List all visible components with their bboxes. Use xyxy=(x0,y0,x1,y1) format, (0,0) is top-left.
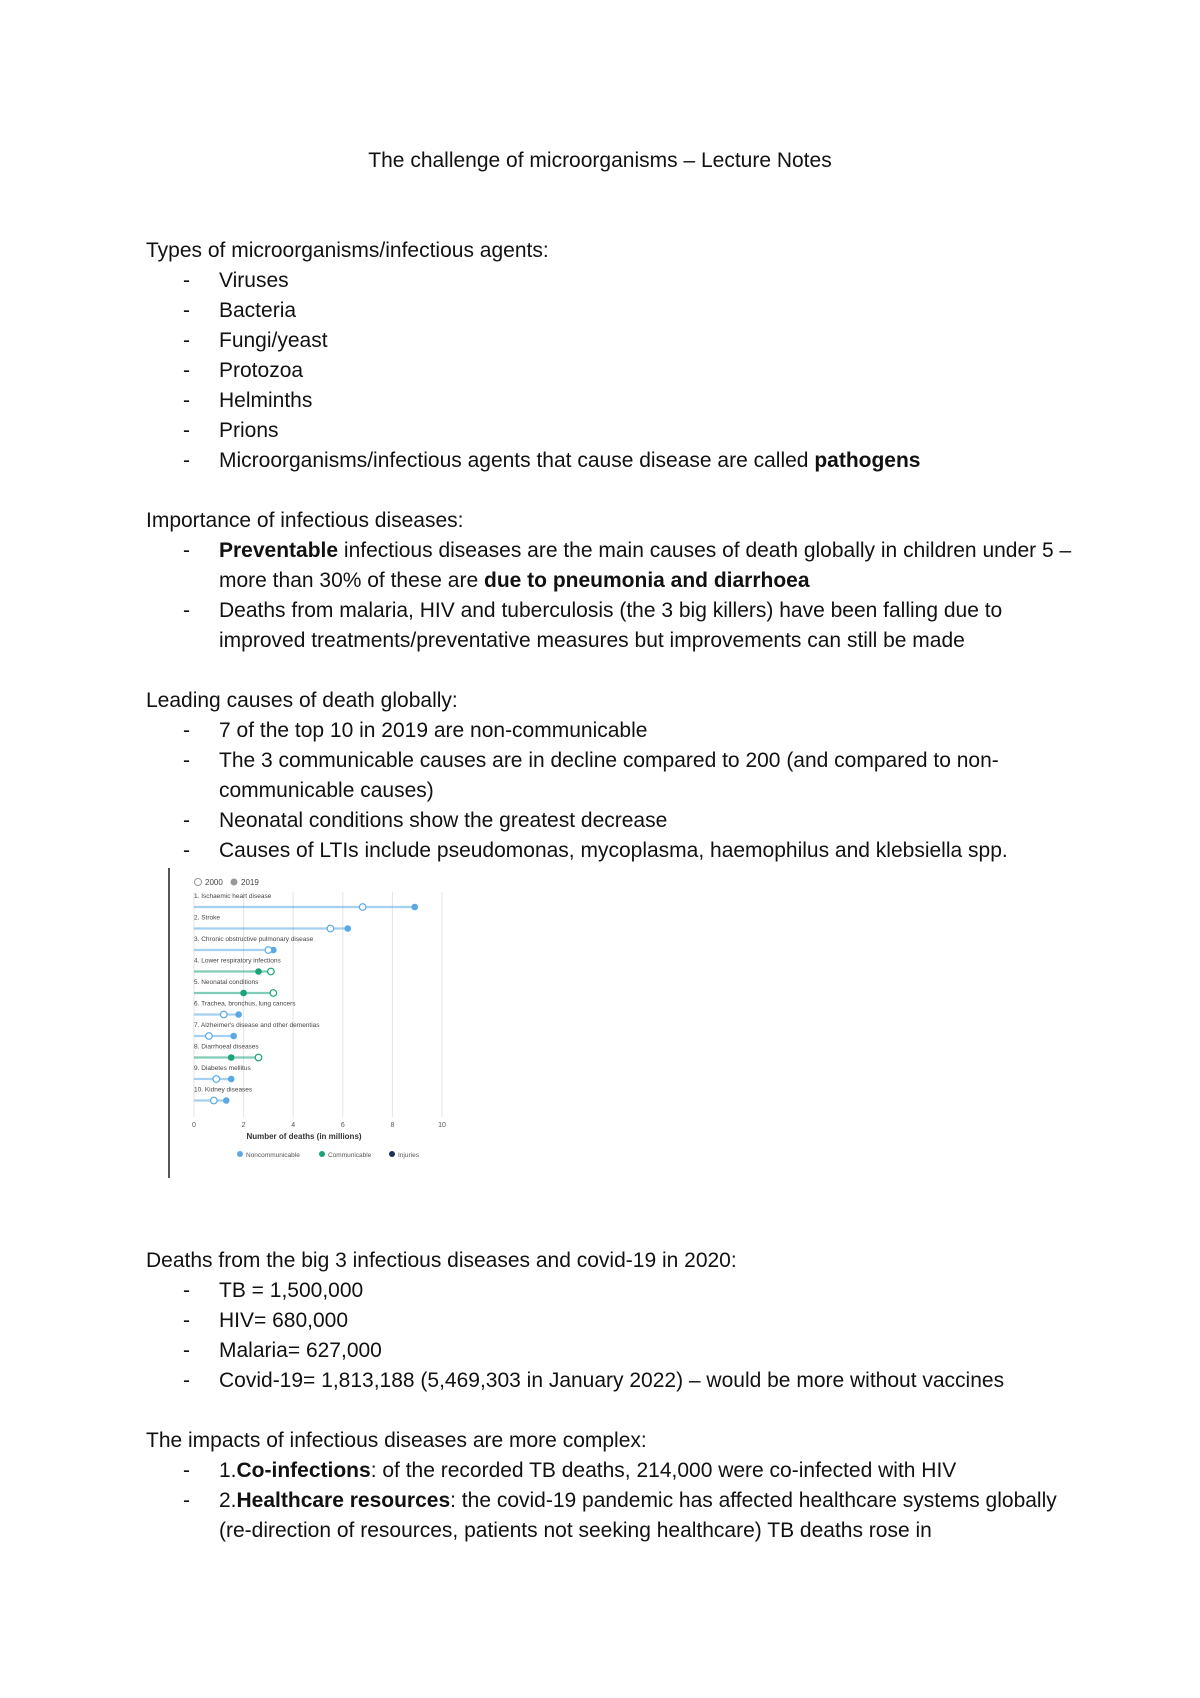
point-2000 xyxy=(255,1054,262,1061)
point-2019 xyxy=(344,925,351,932)
x-tick-label: 4 xyxy=(291,1122,296,1129)
impacts-section xyxy=(146,1426,1076,1546)
cause-label: 9. Diabetes mellitus xyxy=(194,1065,251,1072)
list-item: - HIV= 680,000 xyxy=(146,1306,1076,1336)
point-2000 xyxy=(270,990,277,997)
leading-list xyxy=(146,716,1076,866)
x-axis-label: Number of deaths (in millions) xyxy=(246,1132,362,1141)
cause-label: 7. Alzheimer's disease and other dementias xyxy=(194,1022,320,1029)
types-list xyxy=(146,266,1076,476)
types-section xyxy=(146,236,1076,476)
dash-bullet: - xyxy=(183,1309,190,1332)
dash-bullet: - xyxy=(183,719,190,742)
cause-label: 8. Diarrhoeal diseases xyxy=(194,1043,259,1051)
leading-section xyxy=(146,686,1076,866)
cause-label: 10. Kidney diseases xyxy=(194,1086,253,1094)
list-item: - Preventable infectious diseases are the main causes of death globally in children under 5 – more than 30% of these are due to pneumonia and diarrhoea xyxy=(146,536,1076,596)
dash-bullet: - xyxy=(183,1459,190,1482)
list-item: - Deaths from malaria, HIV and tuberculosis (the 3 big killers) have been falling due to improved treatments/preventative measures but improvements can still be made xyxy=(146,596,1076,656)
point-2000 xyxy=(359,904,366,911)
dash-bullet: - xyxy=(183,599,190,622)
dash-bullet: - xyxy=(183,359,190,382)
point-2000 xyxy=(220,1011,227,1018)
x-tick-label: 10 xyxy=(438,1122,446,1129)
list-item: - Causes of LTIs include pseudomonas, mycoplasma, haemophilus and klebsiella spp. xyxy=(146,836,1076,866)
point-2019 xyxy=(235,1011,242,1018)
list-item: - Malaria= 627,000 xyxy=(146,1336,1076,1366)
cause-label: 2. Stroke xyxy=(194,914,221,922)
legend-2000-label: 2000 xyxy=(205,878,223,887)
dash-bullet: - xyxy=(183,299,190,322)
page-title: The challenge of microorganisms – Lecture Notes xyxy=(368,149,832,172)
big3-heading: Deaths from the big 3 infectious diseases and covid-19 in 2020: xyxy=(146,1249,737,1272)
pathogens-term: pathogens xyxy=(814,449,921,472)
list-item: - 7 of the top 10 in 2019 are non-communicable xyxy=(146,716,1076,746)
importance-section xyxy=(146,506,1076,656)
impacts-heading: The impacts of infectious diseases are more complex: xyxy=(146,1429,647,1452)
x-tick-label: 8 xyxy=(390,1122,395,1129)
list-item: - Viruses xyxy=(146,266,1076,296)
legend-group-label: Noncommunicable xyxy=(246,1152,300,1159)
impacts-list xyxy=(146,1456,1076,1546)
dash-bullet: - xyxy=(183,269,190,292)
list-item: - 2.Healthcare resources: the covid-19 pandemic has affected healthcare systems globally (re-direction of resources, patients not seeking healthcare) TB deaths rose in xyxy=(146,1486,1076,1546)
dash-bullet: - xyxy=(183,329,190,352)
x-tick-label: 6 xyxy=(340,1122,345,1129)
dash-bullet: - xyxy=(183,389,190,412)
importance-list xyxy=(146,536,1076,656)
list-item: - Neonatal conditions show the greatest decrease xyxy=(146,806,1076,836)
point-2019 xyxy=(230,1033,237,1040)
list-item: - TB = 1,500,000 xyxy=(146,1276,1076,1306)
cause-label: 5. Neonatal conditions xyxy=(194,979,259,986)
cause-label: 4. Lower respiratory infections xyxy=(194,957,281,965)
dash-bullet: - xyxy=(183,449,190,472)
legend-group-marker xyxy=(319,1151,325,1157)
types-heading: Types of microorganisms/infectious agents: xyxy=(146,239,549,262)
dash-bullet: - xyxy=(183,539,190,562)
legend-group-label: Communicable xyxy=(328,1152,372,1159)
point-2000 xyxy=(268,968,275,975)
point-2019 xyxy=(255,968,262,975)
point-2000 xyxy=(213,1076,220,1083)
list-item: - Covid-19= 1,813,188 (5,469,303 in January 2022) – would be more without vaccines xyxy=(146,1366,1076,1396)
cause-label: 3. Chronic obstructive pulmonary disease xyxy=(194,936,314,943)
dash-bullet: - xyxy=(183,1369,190,1392)
leading-heading: Leading causes of death globally: xyxy=(146,689,458,712)
list-item: - Helminths xyxy=(146,386,1076,416)
list-item: - 1.Co-infections: of the recorded TB deaths, 214,000 were co-infected with HIV xyxy=(146,1456,1076,1486)
legend-2019-marker xyxy=(231,879,238,886)
cause-label: 6. Trachea, bronchus, lung cancers xyxy=(194,1000,296,1008)
point-2000 xyxy=(206,1033,213,1040)
point-2019 xyxy=(228,1076,235,1083)
x-tick-label: 2 xyxy=(241,1122,246,1129)
point-2019 xyxy=(228,1054,235,1061)
dash-bullet: - xyxy=(183,1279,190,1302)
point-2000 xyxy=(211,1097,218,1104)
dash-bullet: - xyxy=(183,749,190,772)
dash-bullet: - xyxy=(183,419,190,442)
legend-2019-label: 2019 xyxy=(241,878,259,887)
causes-of-death-chart xyxy=(168,868,470,1178)
dash-bullet: - xyxy=(183,1489,190,1512)
importance-heading: Importance of infectious diseases: xyxy=(146,509,464,532)
dash-bullet: - xyxy=(183,1339,190,1362)
big3-list xyxy=(146,1276,1076,1396)
point-2019 xyxy=(411,904,418,911)
legend-group-marker xyxy=(389,1151,395,1157)
dash-bullet: - xyxy=(183,809,190,832)
point-2019 xyxy=(223,1097,230,1104)
cause-label: 1. Ischaemic heart disease xyxy=(194,893,272,900)
legend-group-label: Injuries xyxy=(398,1152,419,1159)
point-2000 xyxy=(327,925,334,932)
list-item: - Bacteria xyxy=(146,296,1076,326)
list-item: - Protozoa xyxy=(146,356,1076,386)
list-item: - Microorganisms/infectious agents that cause disease are called pathogens xyxy=(146,446,1076,476)
dash-bullet: - xyxy=(183,839,190,862)
x-tick-label: 0 xyxy=(192,1122,196,1129)
list-item: - Prions xyxy=(146,416,1076,446)
point-2000 xyxy=(265,947,272,954)
legend-2000-marker xyxy=(195,879,202,886)
big3-section xyxy=(146,1246,1076,1396)
legend-group-marker xyxy=(237,1151,243,1157)
list-item: - Fungi/yeast xyxy=(146,326,1076,356)
point-2019 xyxy=(240,990,247,997)
chart-svg xyxy=(180,868,470,1178)
list-item: - The 3 communicable causes are in decline compared to 200 (and compared to non-communicable causes) xyxy=(146,746,1076,806)
